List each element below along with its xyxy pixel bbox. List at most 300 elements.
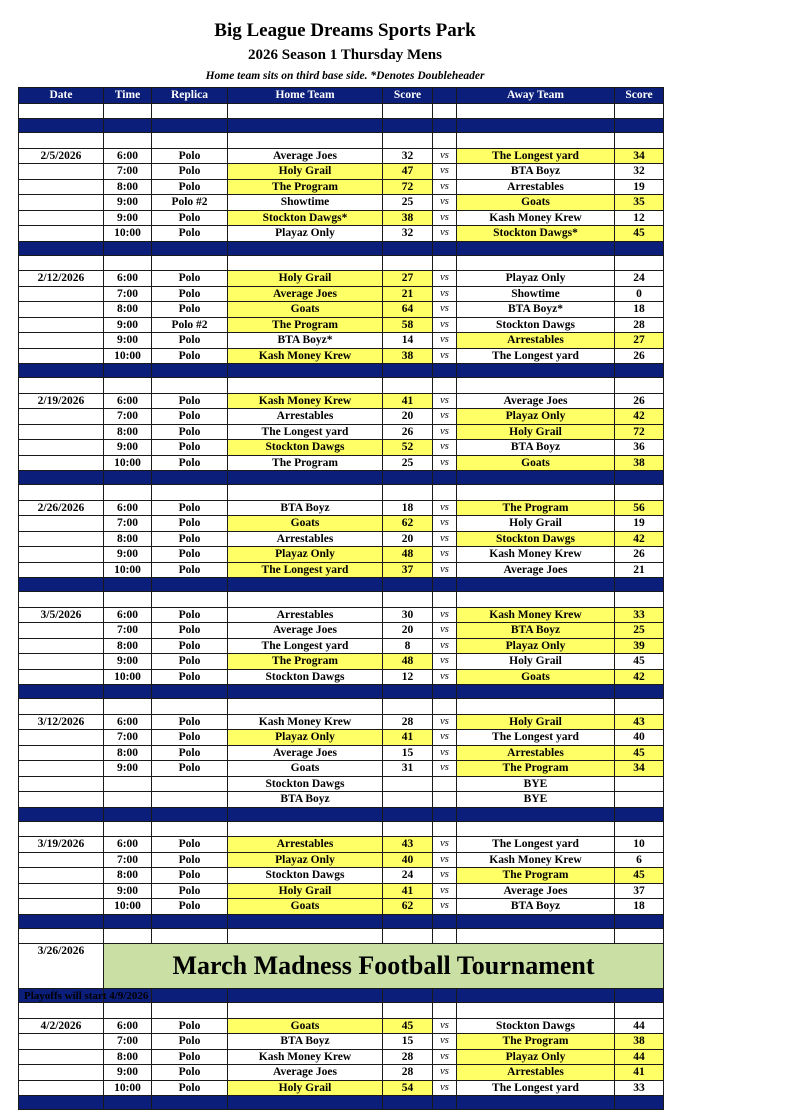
- replica-field: Polo: [152, 179, 228, 195]
- blank-cell: [615, 255, 664, 271]
- replica-field: Polo: [152, 883, 228, 899]
- game-row: [19, 547, 664, 563]
- away-team: Playaz Only: [457, 1049, 615, 1065]
- replica-field: Polo: [152, 302, 228, 318]
- game-time: 9:00: [104, 195, 152, 211]
- home-team: Showtime: [228, 195, 383, 211]
- home-team: Stockton Dawgs: [228, 776, 383, 792]
- band-cell: [615, 989, 664, 1003]
- blank-cell: [228, 592, 383, 608]
- game-row: [19, 302, 664, 318]
- header-away-score: Score: [615, 88, 664, 104]
- separator-band: [19, 119, 664, 133]
- season-subtitle: 2026 Season 1 Thursday Mens: [248, 47, 442, 63]
- week-date: 2/19/2026: [19, 393, 104, 409]
- away-team: The Longest yard: [457, 730, 615, 746]
- game-time: 10:00: [104, 1080, 152, 1096]
- band-cell: [19, 807, 104, 821]
- home-score: 58: [383, 317, 433, 333]
- home-score: 38: [383, 210, 433, 226]
- away-team: Average Joes: [457, 562, 615, 578]
- game-time: 8:00: [104, 179, 152, 195]
- blank-cell: [433, 103, 457, 119]
- away-score: 45: [615, 226, 664, 242]
- home-score: 45: [383, 1018, 433, 1034]
- blank-cell: [383, 821, 433, 837]
- blank-cell: [152, 485, 228, 501]
- week-date: 2/26/2026: [19, 500, 104, 516]
- blank-cell: [104, 255, 152, 271]
- band-cell: [152, 241, 228, 255]
- game-time: 7:00: [104, 516, 152, 532]
- replica-field: Polo: [152, 638, 228, 654]
- away-team: The Program: [457, 868, 615, 884]
- home-team: Average Joes: [228, 286, 383, 302]
- blank-cell: [152, 133, 228, 149]
- away-team: BTA Boyz: [457, 899, 615, 915]
- blank-cell: [615, 928, 664, 944]
- game-row: [19, 607, 664, 623]
- band-cell: [104, 914, 152, 928]
- week-date: [19, 1034, 104, 1050]
- home-score: 30: [383, 607, 433, 623]
- away-score: 12: [615, 210, 664, 226]
- band-cell: [19, 578, 104, 592]
- vs-label: vs: [433, 148, 457, 164]
- blank-row: [19, 485, 664, 501]
- home-team: Kash Money Krew: [228, 714, 383, 730]
- week-date: [19, 792, 104, 808]
- away-score: 34: [615, 761, 664, 777]
- band-cell: [228, 685, 383, 699]
- blank-cell: [615, 699, 664, 715]
- band-cell: [19, 241, 104, 255]
- away-team: The Longest yard: [457, 837, 615, 853]
- home-team: Average Joes: [228, 745, 383, 761]
- away-team: Stockton Dawgs: [457, 1018, 615, 1034]
- vs-label: vs: [433, 333, 457, 349]
- away-score: 27: [615, 333, 664, 349]
- home-team: Holy Grail: [228, 271, 383, 287]
- vs-label: vs: [433, 1049, 457, 1065]
- game-row: [19, 792, 664, 808]
- blank-cell: [457, 485, 615, 501]
- away-score: 24: [615, 271, 664, 287]
- week-date: [19, 424, 104, 440]
- blank-cell: [19, 103, 104, 119]
- blank-cell: [615, 1003, 664, 1019]
- band-cell: [228, 807, 383, 821]
- band-cell: [615, 364, 664, 378]
- away-score: 40: [615, 730, 664, 746]
- replica-field: Polo: [152, 714, 228, 730]
- game-row: [19, 164, 664, 180]
- home-team: Stockton Dawgs*: [228, 210, 383, 226]
- home-score: 26: [383, 424, 433, 440]
- week-date: [19, 562, 104, 578]
- replica-field: Polo: [152, 1049, 228, 1065]
- away-team: Arrestables: [457, 745, 615, 761]
- game-time: 9:00: [104, 883, 152, 899]
- band-cell: [433, 914, 457, 928]
- home-score: 32: [383, 148, 433, 164]
- away-team: The Program: [457, 761, 615, 777]
- vs-label: vs: [433, 562, 457, 578]
- away-team: Kash Money Krew: [457, 210, 615, 226]
- away-score: 18: [615, 899, 664, 915]
- band-cell: [457, 807, 615, 821]
- blank-cell: [615, 378, 664, 394]
- away-score: 10: [615, 837, 664, 853]
- band-cell: [615, 807, 664, 821]
- band-cell: [615, 578, 664, 592]
- replica-field: Polo: [152, 226, 228, 242]
- away-score: [615, 792, 664, 808]
- home-score: 64: [383, 302, 433, 318]
- away-team: Arrestables: [457, 179, 615, 195]
- blank-cell: [104, 699, 152, 715]
- band-cell: [19, 914, 104, 928]
- home-score: 20: [383, 531, 433, 547]
- replica-field: Polo: [152, 1080, 228, 1096]
- game-row: [19, 837, 664, 853]
- away-team: Average Joes: [457, 393, 615, 409]
- away-score: 33: [615, 607, 664, 623]
- week-date: [19, 745, 104, 761]
- vs-label: [433, 776, 457, 792]
- vs-label: vs: [433, 455, 457, 471]
- home-score: 47: [383, 164, 433, 180]
- replica-field: Polo: [152, 623, 228, 639]
- banner-row: [19, 944, 664, 989]
- home-team: Goats: [228, 1018, 383, 1034]
- game-row: [19, 776, 664, 792]
- blank-cell: [104, 103, 152, 119]
- replica-field: Polo: [152, 547, 228, 563]
- blank-cell: [19, 255, 104, 271]
- band-cell: [104, 471, 152, 485]
- game-time: 6:00: [104, 500, 152, 516]
- away-team: Showtime: [457, 286, 615, 302]
- home-team: BTA Boyz: [228, 1034, 383, 1050]
- game-time: 6:00: [104, 393, 152, 409]
- game-row: [19, 761, 664, 777]
- replica-field: Polo: [152, 286, 228, 302]
- home-score: 28: [383, 714, 433, 730]
- home-team: Playaz Only: [228, 730, 383, 746]
- blank-cell: [152, 699, 228, 715]
- away-team: Goats: [457, 455, 615, 471]
- week-date: [19, 1065, 104, 1081]
- band-cell: [228, 578, 383, 592]
- week-date: [19, 623, 104, 639]
- blank-cell: [152, 928, 228, 944]
- replica-field: Polo: [152, 899, 228, 915]
- home-score: 54: [383, 1080, 433, 1096]
- blank-cell: [228, 485, 383, 501]
- home-team: Playaz Only: [228, 852, 383, 868]
- home-team: Playaz Only: [228, 226, 383, 242]
- game-time: 9:00: [104, 317, 152, 333]
- home-score: 38: [383, 348, 433, 364]
- game-time: 7:00: [104, 164, 152, 180]
- vs-label: vs: [433, 179, 457, 195]
- separator-band: [19, 241, 664, 255]
- home-score: 18: [383, 500, 433, 516]
- blank-cell: [19, 699, 104, 715]
- replica-field: Polo: [152, 440, 228, 456]
- week-date: [19, 348, 104, 364]
- home-team: BTA Boyz*: [228, 333, 383, 349]
- home-team: Average Joes: [228, 623, 383, 639]
- blank-cell: [433, 133, 457, 149]
- away-team: The Longest yard: [457, 1080, 615, 1096]
- home-score: 72: [383, 179, 433, 195]
- vs-label: vs: [433, 883, 457, 899]
- away-team: BTA Boyz*: [457, 302, 615, 318]
- away-score: 43: [615, 714, 664, 730]
- band-cell: [104, 1096, 152, 1110]
- game-row: [19, 1018, 664, 1034]
- week-date: [19, 179, 104, 195]
- week-date: 2/5/2026: [19, 148, 104, 164]
- game-time: 7:00: [104, 286, 152, 302]
- vs-label: vs: [433, 1034, 457, 1050]
- vs-label: vs: [433, 745, 457, 761]
- blank-row: [19, 378, 664, 394]
- replica-field: Polo: [152, 500, 228, 516]
- home-score: 31: [383, 761, 433, 777]
- game-row: [19, 500, 664, 516]
- away-team: Kash Money Krew: [457, 852, 615, 868]
- week-date: [19, 669, 104, 685]
- game-row: [19, 440, 664, 456]
- band-cell: [615, 914, 664, 928]
- blank-cell: [457, 699, 615, 715]
- blank-cell: [152, 103, 228, 119]
- replica-field: Polo: [152, 210, 228, 226]
- away-score: 26: [615, 547, 664, 563]
- away-score: 42: [615, 409, 664, 425]
- home-score: 27: [383, 271, 433, 287]
- week-date: [19, 547, 104, 563]
- blank-cell: [104, 1003, 152, 1019]
- blank-row: [19, 821, 664, 837]
- week-date: [19, 164, 104, 180]
- playoffs-note: Playoffs will start 4/9/2026: [24, 990, 149, 1002]
- band-cell: [615, 471, 664, 485]
- blank-cell: [383, 255, 433, 271]
- replica-field: Polo: [152, 333, 228, 349]
- home-score: 14: [383, 333, 433, 349]
- blank-cell: [104, 133, 152, 149]
- band-cell: [457, 914, 615, 928]
- replica-field: Polo: [152, 745, 228, 761]
- away-team: BYE: [457, 792, 615, 808]
- header-date: Date: [19, 88, 104, 104]
- replica-field: Polo: [152, 348, 228, 364]
- week-date: [19, 852, 104, 868]
- blank-cell: [615, 133, 664, 149]
- home-score: 48: [383, 547, 433, 563]
- away-score: 21: [615, 562, 664, 578]
- band-cell: [383, 989, 433, 1003]
- game-row: [19, 424, 664, 440]
- game-row: [19, 409, 664, 425]
- away-team: Arrestables: [457, 333, 615, 349]
- week-date: [19, 868, 104, 884]
- blank-cell: [433, 928, 457, 944]
- game-row: [19, 455, 664, 471]
- game-time: 7:00: [104, 730, 152, 746]
- band-cell: [152, 119, 228, 133]
- away-team: The Program: [457, 1034, 615, 1050]
- week-date: 2/12/2026: [19, 271, 104, 287]
- away-score: 42: [615, 531, 664, 547]
- band-cell: [457, 578, 615, 592]
- away-team: Kash Money Krew: [457, 547, 615, 563]
- replica-field: Polo: [152, 148, 228, 164]
- band-cell: [383, 241, 433, 255]
- blank-row: [19, 133, 664, 149]
- blank-cell: [433, 699, 457, 715]
- away-score: 38: [615, 1034, 664, 1050]
- home-score: 37: [383, 562, 433, 578]
- blank-cell: [152, 255, 228, 271]
- schedule-body: [19, 103, 664, 1110]
- home-score: [383, 776, 433, 792]
- vs-label: vs: [433, 638, 457, 654]
- vs-label: vs: [433, 547, 457, 563]
- home-team: Stockton Dawgs: [228, 440, 383, 456]
- band-cell: [228, 914, 383, 928]
- away-score: 39: [615, 638, 664, 654]
- away-team: BTA Boyz: [457, 164, 615, 180]
- game-time: 7:00: [104, 1034, 152, 1050]
- away-team: Holy Grail: [457, 516, 615, 532]
- band-cell: [228, 241, 383, 255]
- band-cell: [433, 471, 457, 485]
- away-team: Stockton Dawgs: [457, 531, 615, 547]
- band-cell: [615, 119, 664, 133]
- away-team: Playaz Only: [457, 271, 615, 287]
- band-cell: [433, 989, 457, 1003]
- game-time: 7:00: [104, 852, 152, 868]
- game-time: 9:00: [104, 333, 152, 349]
- week-date: [19, 440, 104, 456]
- game-row: [19, 638, 664, 654]
- home-team: The Longest yard: [228, 562, 383, 578]
- away-score: 36: [615, 440, 664, 456]
- away-score: 26: [615, 393, 664, 409]
- week-date: 3/12/2026: [19, 714, 104, 730]
- game-time: 10:00: [104, 226, 152, 242]
- separator-band: [19, 914, 664, 928]
- week-date: [19, 761, 104, 777]
- away-team: Kash Money Krew: [457, 607, 615, 623]
- vs-label: vs: [433, 210, 457, 226]
- blank-cell: [383, 699, 433, 715]
- blank-cell: [228, 378, 383, 394]
- away-team: Playaz Only: [457, 409, 615, 425]
- away-team: Holy Grail: [457, 654, 615, 670]
- header-home-score: Score: [383, 88, 433, 104]
- band-cell: [104, 807, 152, 821]
- replica-field: Polo: [152, 393, 228, 409]
- game-row: [19, 883, 664, 899]
- week-date: 3/5/2026: [19, 607, 104, 623]
- game-row: [19, 852, 664, 868]
- band-cell: [19, 1096, 104, 1110]
- home-score: 28: [383, 1049, 433, 1065]
- away-score: 45: [615, 654, 664, 670]
- band-cell: [383, 471, 433, 485]
- band-cell: [152, 807, 228, 821]
- away-team: Average Joes: [457, 883, 615, 899]
- band-cell: [383, 119, 433, 133]
- blank-cell: [104, 485, 152, 501]
- replica-field: Polo: [152, 424, 228, 440]
- game-row: [19, 317, 664, 333]
- away-score: 56: [615, 500, 664, 516]
- home-team: The Longest yard: [228, 424, 383, 440]
- home-team: Goats: [228, 302, 383, 318]
- blank-cell: [433, 255, 457, 271]
- blank-cell: [228, 1003, 383, 1019]
- blank-cell: [383, 133, 433, 149]
- away-score: 33: [615, 1080, 664, 1096]
- game-row: [19, 195, 664, 211]
- game-row: [19, 714, 664, 730]
- vs-label: vs: [433, 164, 457, 180]
- away-team: Goats: [457, 195, 615, 211]
- blank-cell: [457, 821, 615, 837]
- blank-cell: [228, 255, 383, 271]
- week-date: [19, 1080, 104, 1096]
- game-row: [19, 271, 664, 287]
- blank-cell: [457, 592, 615, 608]
- blank-cell: [152, 1003, 228, 1019]
- home-team: Stockton Dawgs: [228, 669, 383, 685]
- game-time: 6:00: [104, 837, 152, 853]
- band-cell: [19, 119, 104, 133]
- blank-cell: [19, 485, 104, 501]
- home-team: Kash Money Krew: [228, 393, 383, 409]
- band-cell: [19, 364, 104, 378]
- band-cell: [19, 471, 104, 485]
- band-cell: [228, 119, 383, 133]
- vs-label: vs: [433, 714, 457, 730]
- game-time: 6:00: [104, 714, 152, 730]
- away-score: 19: [615, 179, 664, 195]
- band-cell: [615, 241, 664, 255]
- blank-cell: [19, 592, 104, 608]
- away-team: The Program: [457, 500, 615, 516]
- band-cell: [383, 578, 433, 592]
- week-date: 3/19/2026: [19, 837, 104, 853]
- home-score: 41: [383, 883, 433, 899]
- home-team: The Program: [228, 455, 383, 471]
- home-team: Stockton Dawgs: [228, 868, 383, 884]
- away-score: [615, 776, 664, 792]
- blank-cell: [457, 133, 615, 149]
- game-time: 9:00: [104, 210, 152, 226]
- game-row: [19, 730, 664, 746]
- blank-cell: [383, 485, 433, 501]
- week-date: [19, 531, 104, 547]
- band-cell: [228, 989, 383, 1003]
- home-score: 28: [383, 1065, 433, 1081]
